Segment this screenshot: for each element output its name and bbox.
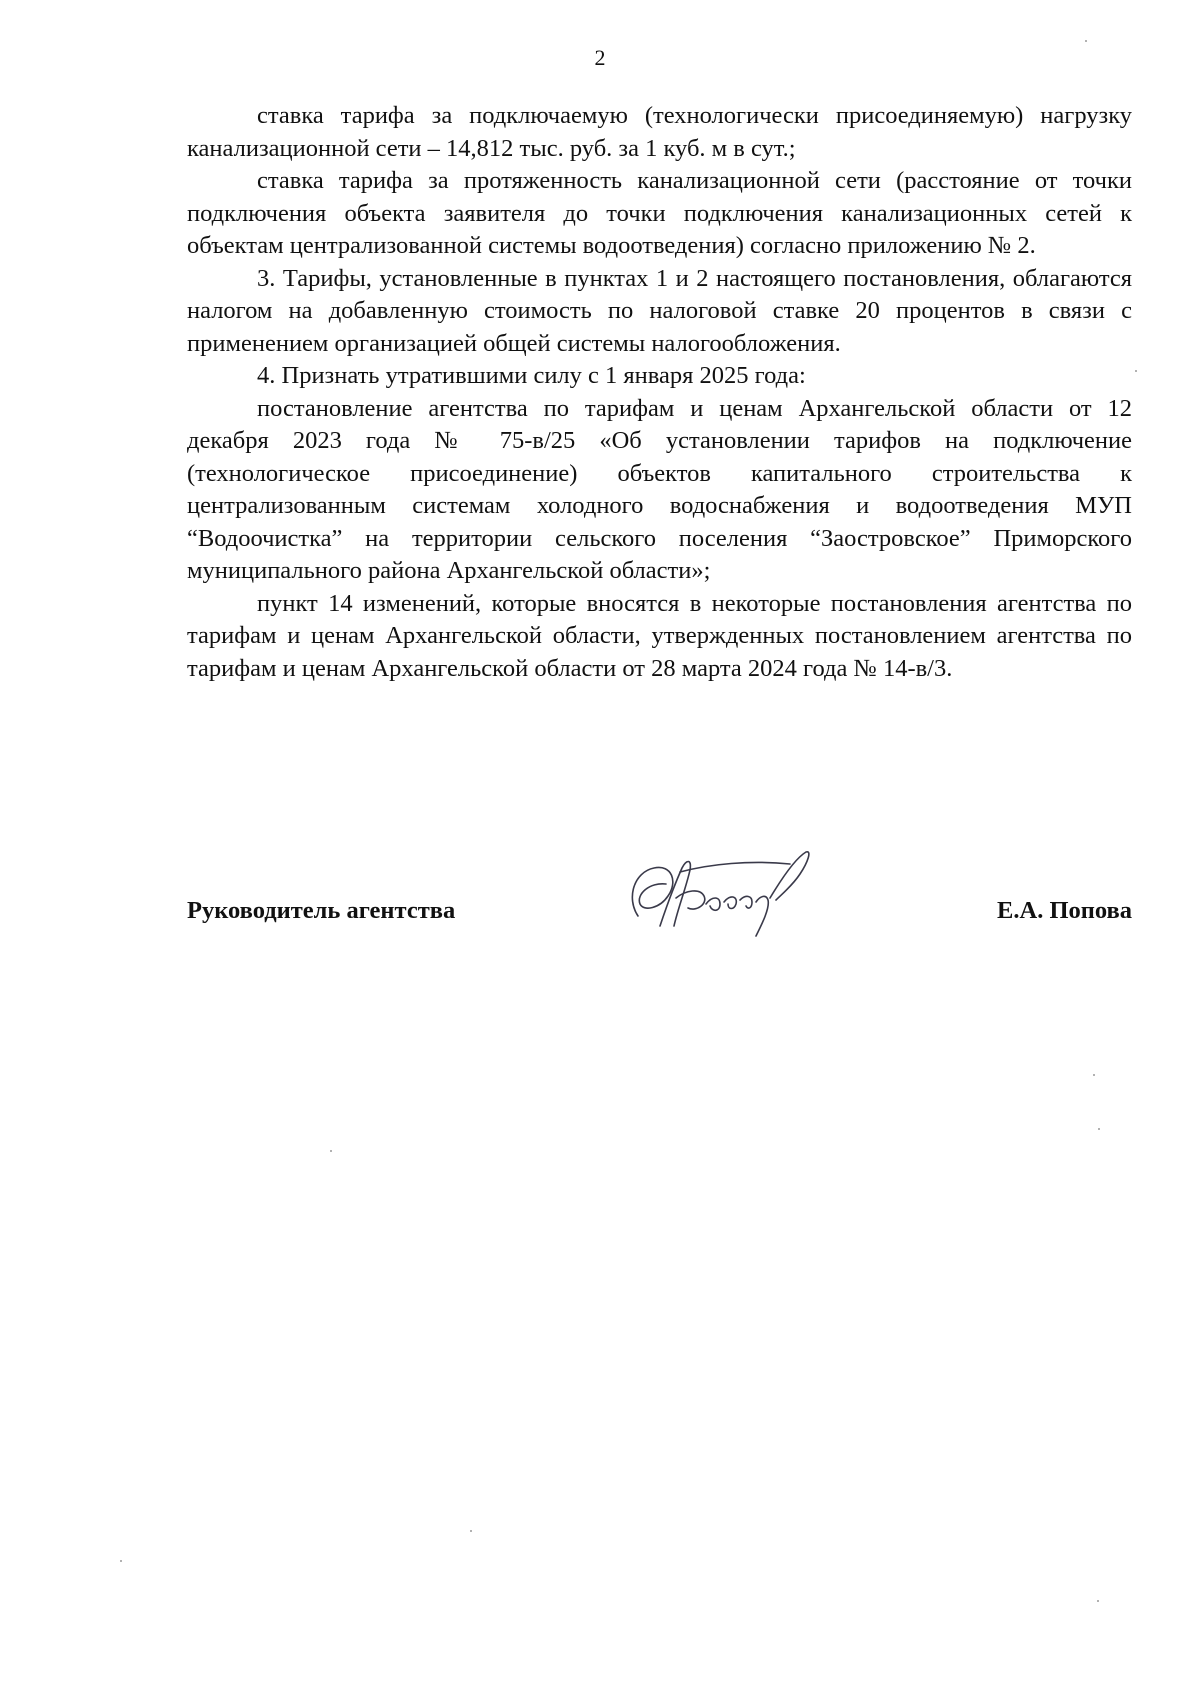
signatory-title: Руководитель агентства [187, 897, 456, 924]
paragraph-connection-load-rate: ставка тарифа за подключаемую (технологически присоединяемую) нагрузку канализационной сети – 14,812 тыс. руб. за 1 куб. м в сут.; [187, 102, 1132, 162]
paragraph-repealed-resolution: постановление агентства по тарифам и ценам Архангельской области от 12 декабря 2023 года № 75-в/25 «Об установлении тарифов на подключение (технологическое присоединение) объектов капитального строительства к централизованным системам холодного водоснабжения и водоотведения МУП “Водоочистка” на территории сельского поселения “Заостровское” Приморского муниципального района Архангельской области»; [187, 394, 1132, 584]
paragraph-repealed-item: пункт 14 изменений, которые вносятся в некоторые постановления агентства по тарифам и ценам Архангельской области, утвержденных постановлением агентства по тарифам и ценам Архангельской области от 28 марта 2024 года № 14-в/3. [187, 589, 1132, 682]
paragraph-vat-clause: 3. Тарифы, установленные в пунктах 1 и 2 настоящего постановления, облагаются налогом на добавленную стоимость по налоговой ставке 20 процентов в связи с применением организацией общей системы налогообложения. [187, 264, 1132, 357]
page-number: 2 [594, 45, 606, 70]
paragraph-network-length-rate: ставка тарифа за протяженность канализационной сети (расстояние от точки подключения объекта заявителя до точки подключения канализационных сетей к объектам централизованной системы водоотведения) согласно приложению № 2. [187, 167, 1132, 259]
handwritten-signature [620, 838, 820, 948]
signatory-name: Е.А. Попова [997, 897, 1132, 924]
paragraph-repeal-clause: 4. Признать утратившими силу с 1 января 2025 года: [257, 362, 806, 389]
document-body [187, 100, 1132, 685]
